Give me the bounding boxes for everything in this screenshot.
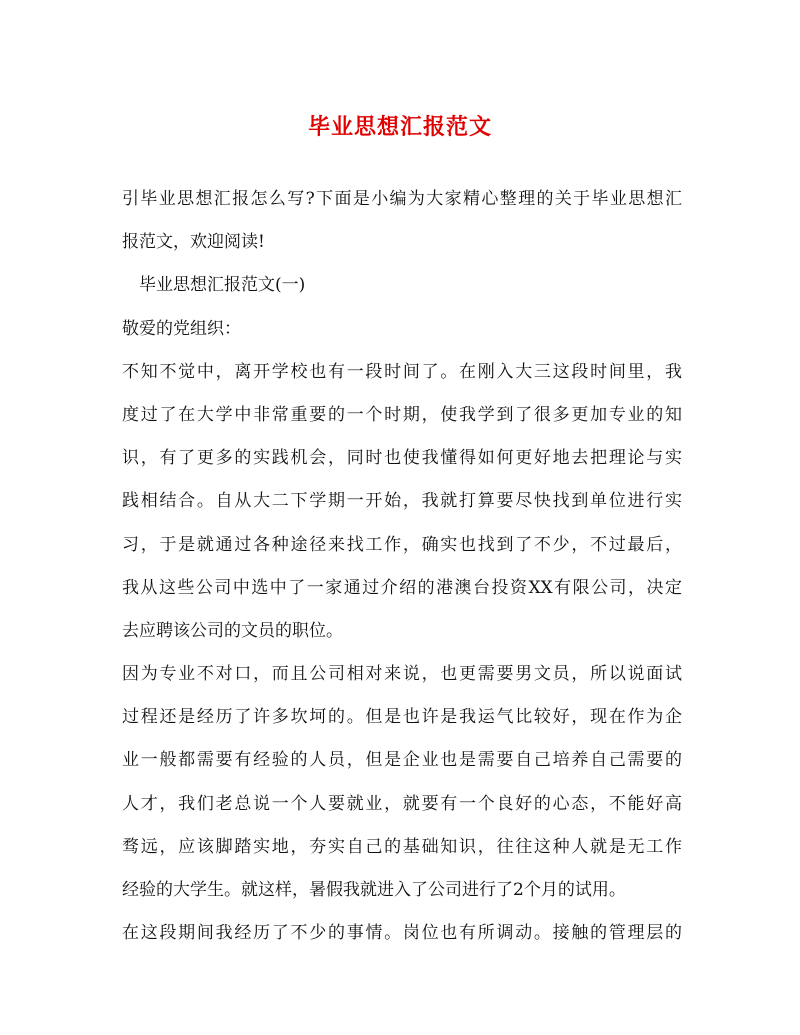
text-line: 业一般都需要有经验的人员，但是企业也是需要自己培养自己需要的	[122, 750, 682, 771]
document-body	[122, 178, 682, 955]
document-title: 毕业思想汇报范文	[307, 114, 492, 140]
text-line: 引毕业思想汇报怎么写?下面是小编为大家精心整理的关于毕业思想汇	[122, 189, 682, 209]
text-line: 过程还是经历了许多坎坷的。但是也许是我运气比较好，现在作为企	[122, 707, 682, 728]
text-line: 不知不觉中，离开学校也有一段时间了。在刚入大三这段时间里，我	[122, 361, 682, 382]
text-line: 去应聘该公司的文员的职位。	[122, 620, 343, 641]
text-line: 度过了在大学中非常重要的一个时期，使我学到了很多更加专业的知	[122, 404, 682, 425]
text-line: 在这段期间我经历了不少的事情。岗位也有所调动。接触的管理层的	[122, 923, 682, 944]
text-line: 敬爱的党组织：	[122, 318, 241, 339]
text-line: 习，于是就通过各种途径来找工作，确实也找到了不少，不过最后，	[122, 534, 682, 555]
text-line: 因为专业不对口，而且公司相对来说，也更需要男文员，所以说面试	[122, 664, 682, 685]
text-line: 经验的大学生。就这样，暑假我就进入了公司进行了2个月的试用。	[122, 880, 626, 900]
text-line: 报范文，欢迎阅读!	[122, 232, 265, 253]
text-line: 毕业思想汇报范文(一)	[139, 275, 306, 296]
text-line: 识，有了更多的实践机会，同时也使我懂得如何更好地去把理论与实	[122, 448, 682, 469]
text-line: 人才，我们老总说一个人要就业，就要有一个良好的心态，不能好高	[122, 793, 682, 814]
text-line: 我从这些公司中选中了一家通过介绍的港澳台投资XX有限公司，决定	[122, 577, 682, 598]
text-line: 骛远，应该脚踏实地，夯实自己的基础知识，往往这种人就是无工作	[122, 836, 682, 857]
text-line: 践相结合。自从大二下学期一开始，我就打算要尽快找到单位进行实	[122, 491, 682, 512]
